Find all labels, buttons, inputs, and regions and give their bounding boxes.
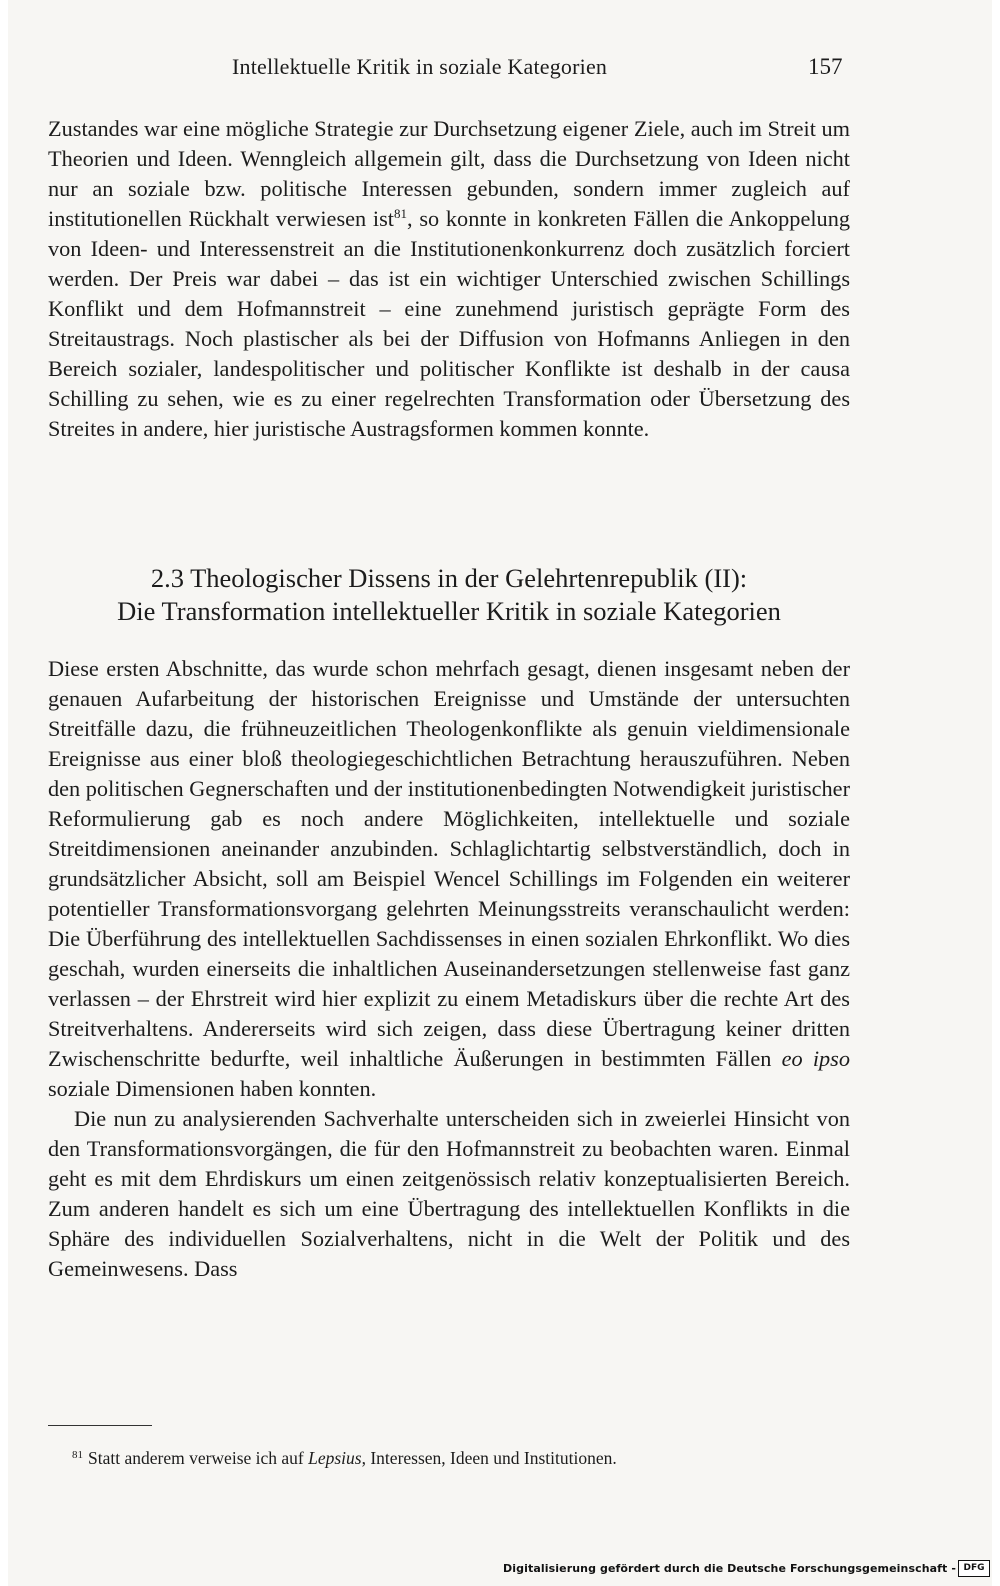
footnote-rule (48, 1425, 152, 1426)
footnote-text-part: Statt anderem verweise ich auf (88, 1448, 309, 1468)
paragraph-text: Die nun zu analysierenden Sachverhalte unterscheiden sich in zweierlei Hinsicht von den Transformationsvorgängen, die für den Hofmannstreit zu beobachten waren. Einmal geht es mit dem Ehrdiskurs um einen zeitgenössisch relativ konzeptualisierten Bereich. Zum anderen handelt es sich um eine Übertragung des intellektuellen Konflikts in die Sphäre des individuellen Sozialverhaltens, nicht in die Welt der Politik und des Gemeinwesens. Dass (48, 1106, 850, 1281)
footnote-text-part: , Interessen, Ideen und Institutionen. (361, 1448, 617, 1468)
paragraph-text-part: Zustandes war eine mögliche Strategie zur Durchsetzung eigener Ziele, auch im Streit um Theorien und Ideen. Wenngleich allgemein gilt, dass die Durchsetzung von Ideen nicht nur an soziale bzw. politische Interessen gebunden, sondern immer zugleich auf institutionellen Rückhalt verwiesen ist (48, 116, 850, 231)
paragraph-text-part: , so konnte in konkreten Fällen die Ankoppelung von Ideen- und Interessenstreit an die Institutionenkonkurrenz doch zusätzlich forciert werden. Der Preis war dabei – das ist ein wichtiger Unterschied zwischen Schillings Konflikt und dem Hofmannstreit – eine zunehmend juristisch geprägte Form des Streitaustrags. Noch plastischer als bei der Diffusion von Hofmanns Anliegen in den Bereich sozialer, landespolitischer und politischer Konflikte ist deshalb in der causa Schilling zu sehen, wie es zu einer regelrechten Transformation oder Übersetzung des Streites in andere, hier juristische Austragsformen kommen konnte. (48, 206, 850, 441)
section-body (48, 654, 850, 1284)
section-heading (48, 562, 850, 628)
dfg-logo-icon: DFG (958, 1560, 990, 1577)
footnote-number: 81 (72, 1449, 83, 1461)
paragraph-text (48, 114, 850, 444)
footnote-reference: 81 (394, 206, 407, 221)
section-heading-line-2: Die Transformation intellektueller Kritik in soziale Kategorien (117, 596, 781, 626)
paragraph-continued (48, 114, 850, 444)
italic-phrase: eo ipso (781, 1046, 850, 1071)
paragraph-text (48, 654, 850, 1104)
paragraph-text-part: Diese ersten Abschnitte, das wurde schon mehrfach gesagt, dienen insgesamt neben der genauen Aufarbeitung der historischen Ereignisse und Umstände der untersuchten Streitfälle dazu, die frühneuzeitlichen Theologenkonflikte als genuin vieldimensionale Ereignisse aus einer bloß theologiegeschichtlichen Betrachtung herauszuführen. Neben den politischen Gegnerschaften und der institutionenbedingten Notwendigkeit juristischer Reformulierung gab es noch andere Möglichkeiten, intellektuelle und soziale Streitdimensionen aneinander anzubinden. Schlaglichtartig selbstverständlich, doch in grundsätzlicher Absicht, soll am Beispiel Wencel Schillings im Folgenden ein weiterer potentieller Transformationsvorgang gelehrten Meinungsstreits veranschaulicht werden: Die Überführung des intellektuellen Sachdissenses in einen sozialen Ehrkonflikt. Wo dies geschah, wurden einerseits die inhaltlichen Auseinandersetzungen stellenweise fast ganz verlassen – der Ehrstreit wird hier explizit zu einem Metadiskurs über die rechte Art des Streitverhaltens. Andererseits wird sich zeigen, dass diese Übertragung keiner dritten Zwischenschritte bedurfte, weil inhaltliche Äußerungen in bestimmten Fällen (48, 656, 850, 1071)
footnote (72, 1443, 617, 1470)
running-head (0, 54, 1000, 86)
paragraph-text-part: soziale Dimensionen haben konnten. (48, 1076, 377, 1101)
page-number: 157 (808, 54, 843, 79)
section-heading-line-1: 2.3 Theologischer Dissens in der Gelehrtenrepublik (II): (150, 563, 748, 593)
digitization-credit: Digitalisierung gefördert durch die Deutsche Forschungsgemeinschaft - (503, 1562, 956, 1575)
running-title: Intellektuelle Kritik in soziale Kategorien (232, 54, 608, 79)
footnote-italic-author: Lepsius (308, 1448, 362, 1468)
